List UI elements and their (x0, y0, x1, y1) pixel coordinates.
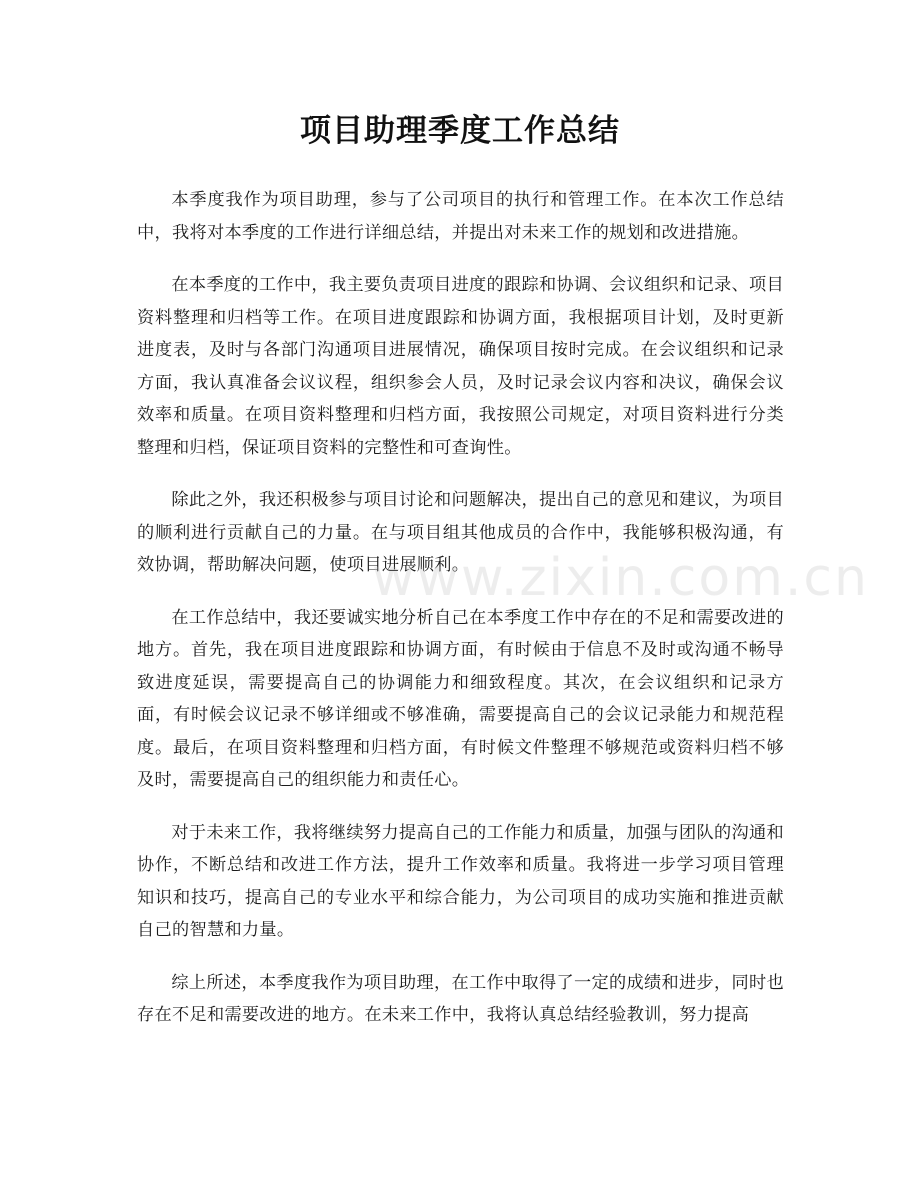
paragraph-responsibilities: 在本季度的工作中，我主要负责项目进度的跟踪和协调、会议组织和记录、项目资料整理和归档等工作。在项目进度跟踪和协调方面，我根据项目计划，及时更新进度表，及时与各部门沟通项目进展情况，确保项目按时完成。在会议组织和记录方面，我认真准备会议议程，组织参会人员，及时记录会议内容和决议，确保会议效率和质量。在项目资料整理和归档方面，我按照公司规定，对项目资料进行分类整理和归档，保证项目资料的完整性和可查询性。 (137, 275, 784, 458)
paragraph-conclusion: 综上所述，本季度我作为项目助理，在工作中取得了一定的成绩和进步，同时也存在不足和需要改进的地方。在未来工作中，我将认真总结经验教训，努力提高 (137, 972, 784, 1025)
watermark-text: www.zixin.com.cn (372, 548, 869, 608)
paragraph-shortcomings: 在工作总结中，我还要诚实地分析自己在本季度工作中存在的不足和需要改进的地方。首先，我在项目进度跟踪和协调方面，有时候由于信息不及时或沟通不畅导致进度延误，需要提高自己的协调能力和细致程度。其次，在会议组织和记录方面，有时候会议记录不够详细或不够准确，需要提高自己的会议记录能力和规范程度。最后，在项目资料整理和归档方面，有时候文件整理不够规范或资料归档不够及时，需要提高自己的组织能力和责任心。 (137, 607, 784, 790)
paragraph-collaboration: 除此之外，我还积极参与项目讨论和问题解决，提出自己的意见和建议，为项目的顺利进行贡献自己的力量。在与项目组其他成员的合作中，我能够积极沟通，有效协调，帮助解决问题，使项目进展顺利。 (137, 490, 784, 575)
paragraph-intro: 本季度我作为项目助理，参与了公司项目的执行和管理工作。在本次工作总结中，我将对本季度的工作进行详细总结，并提出对未来工作的规划和改进措施。 (137, 190, 784, 243)
document-body (137, 184, 784, 1052)
document-title: 项目助理季度工作总结 (300, 113, 620, 149)
paragraph-future-plan: 对于未来工作，我将继续努力提高自己的工作能力和质量，加强与团队的沟通和协作，不断总结和改进工作方法，提升工作效率和质量。我将进一步学习项目管理知识和技巧，提高自己的专业水平和综合能力，为公司项目的成功实施和推进贡献自己的智慧和力量。 (137, 822, 784, 940)
